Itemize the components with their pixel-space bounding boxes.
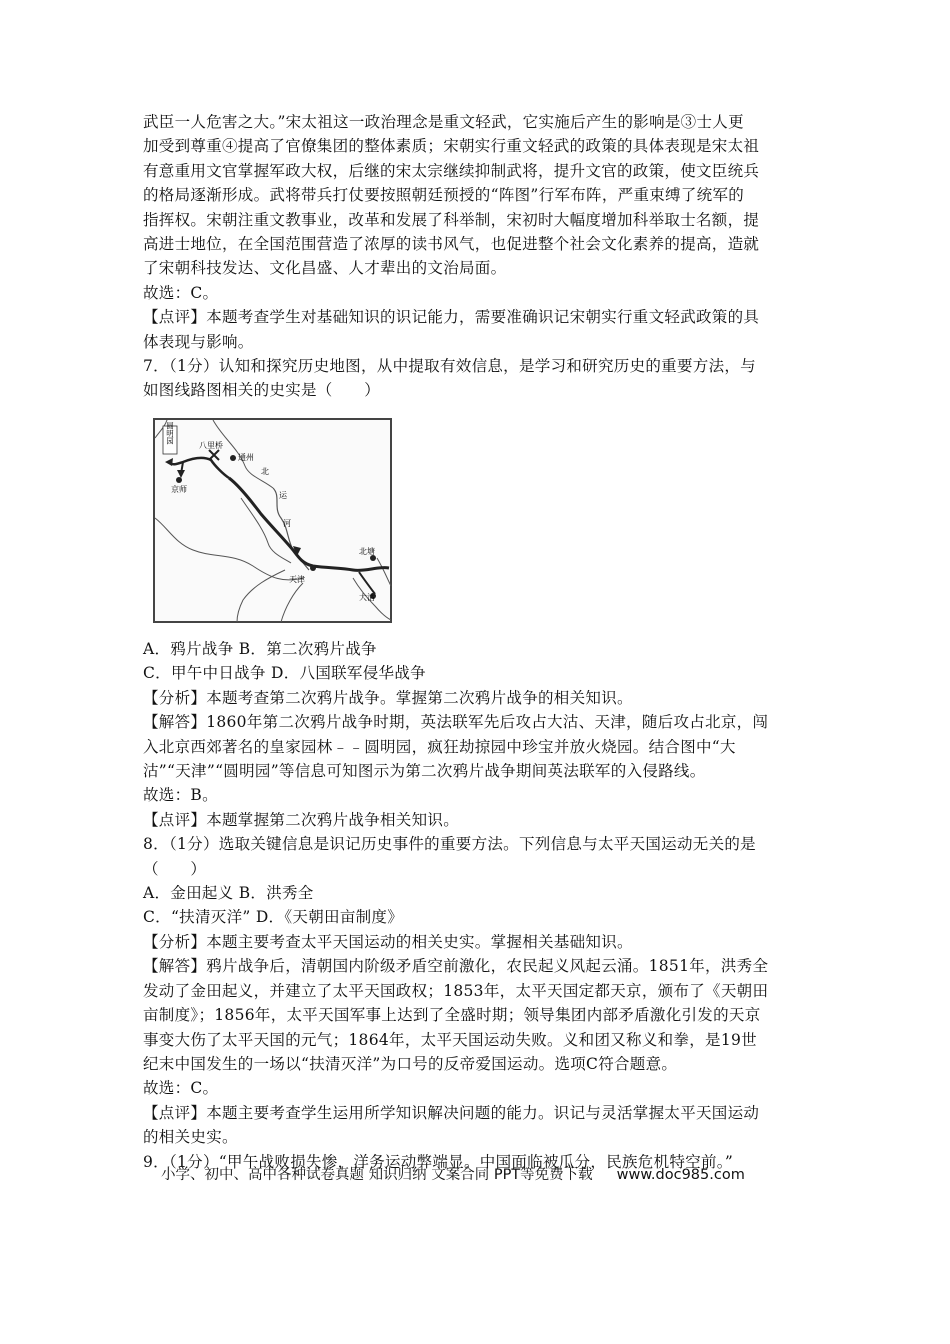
route-map-figure (153, 418, 392, 623)
text-line: 高进士地位，在全国范围营造了浓厚的读书风气，也促进整个社会文化素养的提高，造就 (143, 235, 760, 254)
answer-line: 故选：C。 (143, 283, 219, 302)
comment-line: 【点评】本题主要考查学生运用所学知识解决问题的能力。识记与灵活掌握太平天国运动 (143, 1103, 760, 1122)
comment-line: 的相关史实。 (143, 1128, 238, 1147)
label-dagu: 大沽 (359, 593, 375, 602)
text-line: 指挥权。宋朝注重文教事业，改革和发展了科举制，宋初时大幅度增加科举取士名额，提 (143, 210, 760, 229)
solution-line: 【解答】1860年第二次鸦片战争时期，英法联军先后攻占大沽、天津，随后攻占北京，闯 (143, 713, 769, 732)
label-baliqiao: 八里桥 (199, 441, 223, 450)
question-8-cont: （ ） (143, 859, 207, 878)
option-line: C．“扶清灭洋” D．《天朝田亩制度》 (143, 908, 404, 927)
label-river-2: 运 (279, 491, 287, 500)
city-dot (230, 455, 236, 461)
footer-text: 小学、初中、高中各种试卷真题 知识归纳 文案合同 PPT等免费下载 (161, 1167, 593, 1183)
text-line: 了宋朝科技发达、文化昌盛、人才辈出的文治局面。 (143, 259, 507, 278)
page-footer (161, 1163, 745, 1184)
option-line: A．鸦片战争 B．第二次鸦片战争 (143, 640, 377, 658)
option-line: A．金田起义 B．洪秀全 (143, 884, 314, 903)
label-tongzhou: 通州 (238, 453, 254, 462)
question-7-cont: 如图线路图相关的史实是（ ） (143, 381, 381, 400)
text-block-top (143, 110, 808, 403)
solution-line: 纪末中国发生的一场以“扶清灭洋”为口号的反帝爱国运动。选项C符合题意。 (143, 1054, 678, 1073)
question-9: 9．（1分）“甲午战败损失惨，洋务运动弊端显。中国面临被瓜分，民族危机特空前。” (143, 1152, 734, 1171)
route-map (153, 418, 392, 623)
analysis-line: 【分析】本题考查第二次鸦片战争。掌握第二次鸦片战争的相关知识。 (143, 688, 633, 707)
text-line: 的格局逐渐形成。武将带兵打仗要按照朝廷预授的“阵图”行军布阵，严重束缚了统军的 (143, 186, 745, 205)
solution-line: 亩制度》；1856年，太平天国军事上达到了全盛时期；领导集团内部矛盾激化引发的天京 (143, 1006, 761, 1025)
city-dot (310, 565, 316, 571)
analysis-line: 【分析】本题主要考查太平天国运动的相关史实。掌握相关基础知识。 (143, 932, 633, 951)
label-yuanmingyuan: 圆明园 (165, 421, 175, 445)
comment-line: 【点评】本题考查学生对基础知识的识记能力，需要准确识记宋朝实行重文轻武政策的具 (143, 308, 760, 327)
label-jingshi: 京师 (171, 485, 187, 494)
solution-line: 【解答】鸦片战争后，清朝国内阶级矛盾空前激化，农民起义风起云涌。1851年，洪秀全 (143, 957, 769, 976)
label-river-1: 北 (261, 467, 269, 476)
question-7: 7．（1分）认知和探究历史地图，从中提取有效信息，是学习和研究历史的重要方法，与 (143, 357, 756, 376)
solution-line: 入北京西郊著名的皇家园林﹣﹣圆明园，疯狂劫掠园中珍宝并放火烧园。结合图中“大 (143, 737, 736, 756)
city-dot (176, 477, 182, 483)
document-page (143, 110, 808, 403)
map-frame (154, 419, 391, 622)
text-line: 有意重用文官掌握军政大权，后继的宋太宗继续抑制武将，提升文官的政策，使文臣统兵 (143, 161, 760, 180)
answer-line: 故选：C。 (143, 1079, 219, 1098)
comment-line: 【点评】本题掌握第二次鸦片战争相关知识。 (143, 810, 460, 829)
text-block-bottom (143, 637, 808, 1174)
footer-url-link[interactable]: www.doc985.com (616, 1167, 745, 1183)
option-line: C．甲午中日战争 D．八国联军侵华战争 (143, 664, 426, 683)
question-8: 8．（1分）选取关键信息是识记历史事件的重要方法。下列信息与太平天国运动无关的是 (143, 835, 756, 854)
answer-line: 故选：B。 (143, 786, 218, 805)
text-line: 加受到尊重④提高了官僚集团的整体素质；宋朝实行重文轻武的政策的具体表现是宋太祖 (143, 137, 760, 156)
label-river-3: 河 (283, 519, 291, 528)
comment-line: 体表现与影响。 (143, 332, 254, 351)
solution-line: 事变大伤了太平天国的元气；1864年，太平天国运动失败。义和团又称义和拳，是19世 (143, 1030, 757, 1049)
solution-line: 沽”“天津”“圆明园”等信息可知图示为第二次鸦片战争期间英法联军的入侵路线。 (143, 762, 706, 781)
document-page-lower (143, 637, 808, 1174)
label-beitang: 北塘 (359, 547, 375, 556)
text-line: 武臣一人危害之大。”宋太祖这一政治理念是重文轻武，它实施后产生的影响是③士人更 (143, 113, 744, 131)
label-tianjin: 天津 (289, 575, 305, 584)
solution-line: 发动了金田起义，并建立了太平天国政权；1853年，太平天国定都天京，颁布了《天朝田 (143, 981, 769, 1000)
